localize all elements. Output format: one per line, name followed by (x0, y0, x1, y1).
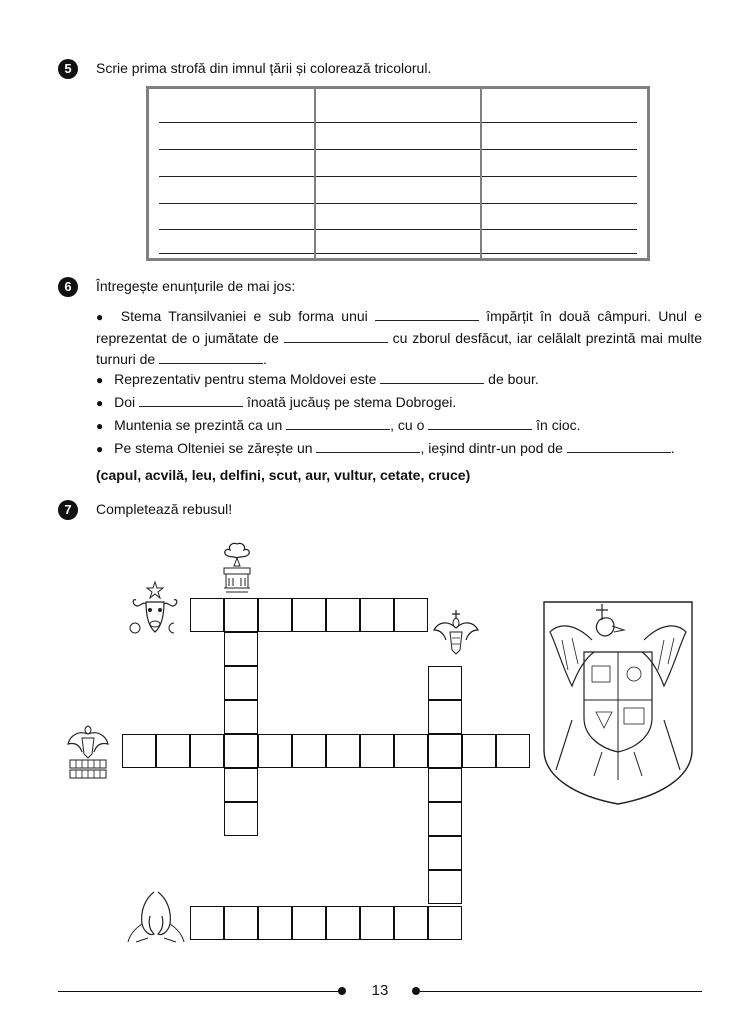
item-text: cu zborul desfăcut, iar celălalt prezintă mai multe turnuri de (96, 330, 703, 367)
crossword-cell[interactable] (224, 906, 258, 940)
crossword-cell[interactable] (224, 734, 258, 768)
exercise-7-instruction: Completează rebusul! (96, 501, 233, 517)
crossword-cell[interactable] (428, 906, 462, 940)
item-text: Muntenia se prezintă ca un (114, 417, 283, 433)
crossword-cell[interactable] (428, 836, 462, 870)
crossword-cell[interactable] (156, 734, 190, 768)
crossword-cell[interactable] (462, 734, 496, 768)
crossword-cell[interactable] (292, 598, 326, 632)
exercise-6-instruction: Întregește enunțurile de mai jos: (96, 278, 296, 294)
crossword-cell[interactable] (258, 734, 292, 768)
crossword-cell[interactable] (292, 906, 326, 940)
item-text: în cioc. (536, 417, 581, 433)
footer-dot-right (412, 987, 420, 995)
crossword-cell[interactable] (258, 598, 292, 632)
crossword-cell[interactable] (428, 666, 462, 700)
crossword-cell[interactable] (224, 700, 258, 734)
crossword-cell[interactable] (224, 632, 258, 666)
item-text: Pe stema Olteniei se zărește un (114, 440, 313, 456)
crossword-cell[interactable] (496, 734, 530, 768)
item-text: Stema Transilvaniei e sub forma unui (120, 308, 368, 324)
crossword-cell[interactable] (190, 906, 224, 940)
footer-dot-left (338, 987, 346, 995)
crossword-cell[interactable] (224, 802, 258, 836)
exercise-6-number: 6 (58, 277, 78, 297)
word-bank: (capul, acvilă, leu, delfini, scut, aur, vultur, cetate, cruce) (96, 467, 471, 483)
crossword-cell[interactable] (428, 768, 462, 802)
footer-rule-left (58, 991, 340, 992)
crossword-cell[interactable] (326, 906, 360, 940)
item-text: de bour. (488, 371, 539, 387)
crossword-cell[interactable] (224, 666, 258, 700)
crossword-cell[interactable] (224, 768, 258, 802)
item-text: Reprezentativ pentru stema Moldovei este (114, 371, 377, 387)
item-text: Doi (114, 394, 136, 410)
crossword-cell[interactable] (360, 598, 394, 632)
romania-coat-of-arms-icon (542, 600, 694, 806)
crossword-cell[interactable] (428, 802, 462, 836)
crossword-cell[interactable] (224, 598, 258, 632)
item-text: , ieșind dintr-un pod de (420, 440, 563, 456)
crossword-cell[interactable] (326, 598, 360, 632)
crossword-cell[interactable] (394, 598, 428, 632)
dobrogea-dolphins-icon (126, 888, 186, 946)
item-text: înoată jucăuș pe stema Dobrogei. (246, 394, 457, 410)
item-text: . (670, 440, 675, 456)
exercise-5-number: 5 (58, 59, 78, 79)
crossword-cell[interactable] (258, 906, 292, 940)
crossword-cell[interactable] (360, 906, 394, 940)
crossword-cell[interactable] (326, 734, 360, 768)
moldova-aurochs-icon (128, 580, 182, 638)
item-text: , cu o (390, 417, 425, 433)
crossword-cell[interactable] (292, 734, 326, 768)
exercise-5-instruction: Scrie prima strofă din imnul țării și colorează tricolorul. (96, 60, 432, 76)
item-text: împărțit în două câmpuri. Unul e reprezentat de o jumătate de (96, 308, 703, 346)
crossword-cell[interactable] (428, 700, 462, 734)
item-text: . (263, 351, 267, 367)
crossword-cell[interactable] (122, 734, 156, 768)
crossword-cell[interactable] (360, 734, 394, 768)
oltenia-lion-icon (66, 724, 110, 782)
crossword-cell[interactable] (190, 598, 224, 632)
transilvania-eagle-icon (432, 606, 480, 658)
crossword-cell[interactable] (394, 734, 428, 768)
exercise-7-number: 7 (58, 500, 78, 520)
crossword-cell[interactable] (190, 734, 224, 768)
footer-rule-right (420, 991, 702, 992)
muntenia-eagle-icon (218, 540, 256, 596)
crossword-cell[interactable] (428, 870, 462, 904)
page-number: 13 (371, 982, 389, 999)
crossword-cell[interactable] (428, 734, 462, 768)
crossword-cell[interactable] (394, 906, 428, 940)
